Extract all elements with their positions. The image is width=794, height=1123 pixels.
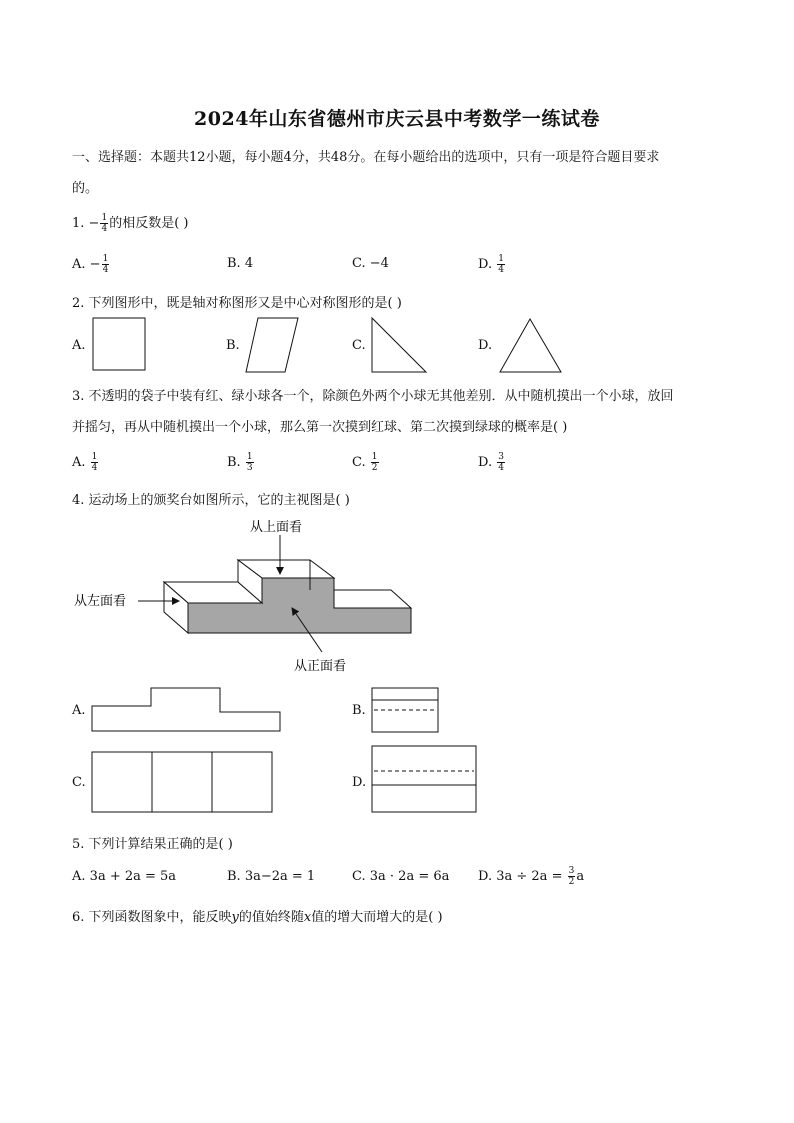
q5-option-b-expr: 3a−2a = 1 <box>244 869 316 884</box>
q1-frac-num: 1 <box>101 213 108 223</box>
q1-option-c-label: C. <box>352 256 366 271</box>
q4-option-a-figure <box>92 688 280 731</box>
q5-option-b-label: B. <box>227 869 241 884</box>
q6-stem-mid: 的值始终随 <box>238 910 304 925</box>
q3-option-b-label: B. <box>227 455 241 470</box>
q6-var-y: y <box>231 910 239 925</box>
q5-stem: 5. 下列计算结果正确的是( ) <box>72 837 233 852</box>
section-heading-cont: 的。 <box>72 181 99 196</box>
q3-option-c-num: 1 <box>371 452 378 462</box>
q3-option-b-num: 1 <box>246 452 253 462</box>
q3-option-d-den: 4 <box>498 463 504 473</box>
q5-option-d-num: 3 <box>568 866 575 876</box>
q1-option-c-value: −4 <box>369 256 389 271</box>
q1-option-a-label: A. <box>72 257 86 272</box>
q4-option-d-figure <box>372 746 476 812</box>
q2-option-d-label[interactable]: D. <box>478 338 493 353</box>
q1-option-a-den: 4 <box>102 265 109 275</box>
q4-option-b-label[interactable]: B. <box>352 703 366 718</box>
q6-stem-pre: 6. 下列函数图象中，能反映 <box>72 910 232 925</box>
q5-option-b[interactable] <box>227 869 315 884</box>
q2-option-b-label[interactable]: B. <box>226 338 240 353</box>
q1-option-a-sign: − <box>89 257 101 272</box>
q3-stem-line1: 3. 不透明的袋子中装有红、绿小球各一个，除颜色外两个小球无其他差别．从中随机摸出一个小球，放回 <box>72 389 674 404</box>
q5-option-d-tail: a <box>576 869 585 884</box>
top-view-label: 从上面看 <box>250 520 303 535</box>
q5-option-d-label: D. <box>478 869 493 884</box>
q3-option-a-den: 4 <box>91 463 98 473</box>
q4-stem: 4. 运动场上的颁奖台如图所示，它的主视图是( ) <box>72 493 350 508</box>
q5-option-d-den: 2 <box>568 877 575 887</box>
q4-option-d-label[interactable]: D. <box>352 775 367 790</box>
q6-stem-post: 值的增大而增大的是( ) <box>311 910 443 925</box>
q2-stem: 2. 下列图形中，既是轴对称图形又是中心对称图形的是( ) <box>72 296 402 311</box>
q5-option-c-expr: 3a · 2a = 6a <box>369 869 450 884</box>
podium-right-top <box>334 590 411 608</box>
page-title: 2024年山东省德州市庆云县中考数学一练试卷 <box>194 108 600 130</box>
section-heading: 一、选择题：本题共12小题，每小题4分，共48分。在每小题给出的选项中，只有一项是符合题目要求 <box>72 150 660 165</box>
q1-option-b-value: 4 <box>244 256 254 271</box>
q1-frac-den: 4 <box>101 224 108 234</box>
q1-option-d-num: 1 <box>498 254 504 264</box>
q5-option-a-expr: 3a + 2a = 5a <box>89 869 177 884</box>
q5-option-d-expr: 3a ÷ 2a = <box>496 869 567 884</box>
q5-option-d-fraction <box>568 866 576 887</box>
q1-stem-text: 的相反数是( ) <box>109 216 189 231</box>
q4-option-c-label[interactable]: C. <box>72 775 86 790</box>
q1-option-b-label: B. <box>227 256 241 271</box>
q5-option-a-label: A. <box>72 869 86 884</box>
q6-var-x: x <box>303 910 312 925</box>
front-view-label: 从正面看 <box>294 659 347 674</box>
q5-option-c[interactable] <box>352 869 449 884</box>
q3-option-c-label: C. <box>352 455 366 470</box>
q6-stem <box>72 906 443 925</box>
left-view-label: 从左面看 <box>74 594 127 609</box>
q3-option-b-den: 3 <box>246 463 253 473</box>
q5-option-a[interactable] <box>72 869 176 884</box>
q3-option-c-den: 2 <box>371 463 378 473</box>
q3-option-a-label: A. <box>72 455 86 470</box>
q4-option-c-figure <box>92 752 272 812</box>
q2-option-c-label[interactable]: C. <box>352 338 366 353</box>
q3-option-a-num: 1 <box>91 452 98 462</box>
q3-stem-line2: 并摇匀，再从中随机摸出一个小球，那么第一次摸到红球、第二次摸到绿球的概率是( ) <box>72 420 568 435</box>
q4-option-a-label[interactable]: A. <box>72 703 86 718</box>
q1-neg-sign: − <box>88 216 100 231</box>
q3-option-d-num: 3 <box>498 452 504 462</box>
q1-option-d-den: 4 <box>498 265 504 275</box>
q1-number: 1. <box>72 216 85 231</box>
q5-option-d[interactable] <box>478 866 584 887</box>
q1-option-a-num: 1 <box>102 254 109 264</box>
q5-option-c-label: C. <box>352 869 366 884</box>
q3-option-d-label: D. <box>478 455 493 470</box>
q1-option-d-label: D. <box>478 257 493 272</box>
q2-option-a-label[interactable]: A. <box>72 338 86 353</box>
